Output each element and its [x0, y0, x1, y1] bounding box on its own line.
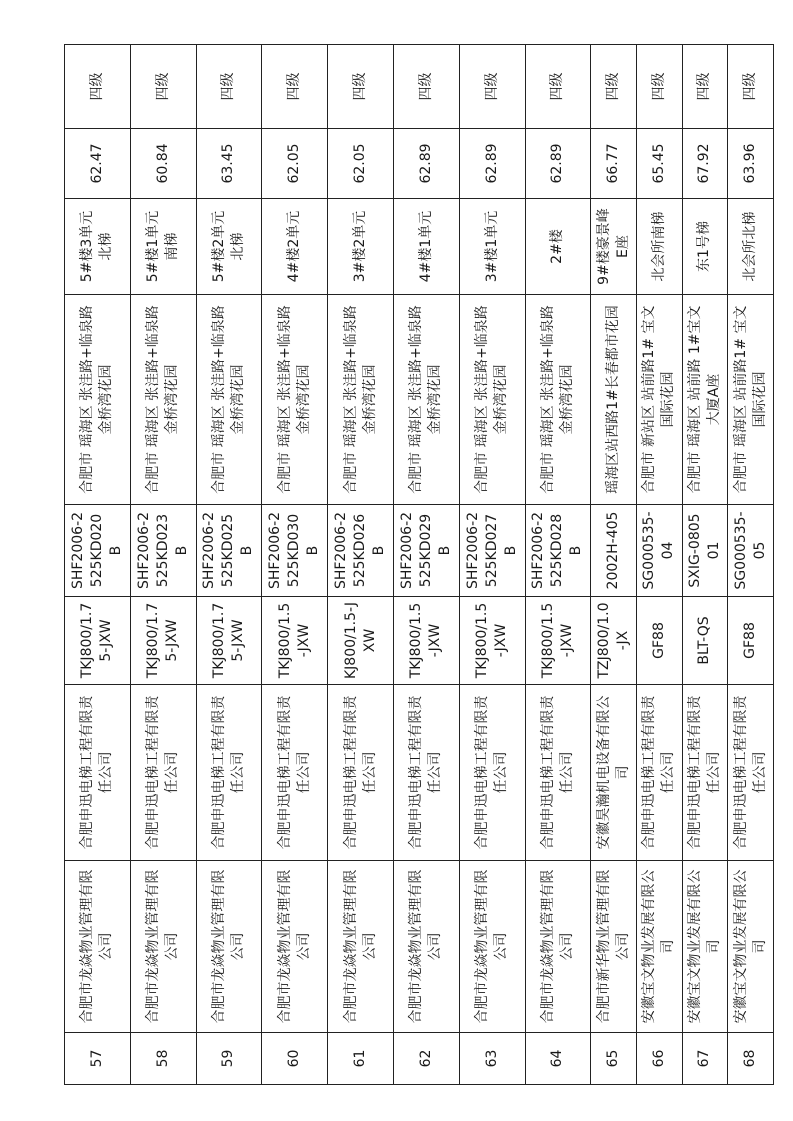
owner-company-cell: 安徽宝文物业发展有限公司: [728, 861, 774, 1033]
owner-company-cell: 合肥市龙焱物业管理有限公司: [393, 861, 459, 1033]
assessment-score-cell: 63.45: [196, 129, 262, 199]
row-number-cell: 67: [682, 1033, 728, 1085]
owner-company-cell: 合肥市龙焱物业管理有限公司: [65, 861, 131, 1033]
owner-company-cell: 合肥市龙焱物业管理有限公司: [328, 861, 394, 1033]
installation-location-cell: 合肥市 瑶海区 张洼路+临泉路 金桥湾花园: [130, 295, 196, 505]
assessment-grade-cell: 四级: [393, 45, 459, 129]
assessment-score-cell: 60.84: [130, 129, 196, 199]
assessment-score-cell: 65.45: [637, 129, 683, 199]
elevator-unit-cell: 5#楼2单元北梯: [196, 199, 262, 295]
equipment-code-cell: SHF2006-2525KD020B: [65, 505, 131, 597]
assessment-grade-cell: 四级: [459, 45, 525, 129]
maintenance-company-cell: 合肥申迅电梯工程有限责任公司: [262, 685, 328, 861]
assessment-grade-cell: 四级: [591, 45, 637, 129]
elevator-unit-cell: 北会所南梯: [637, 199, 683, 295]
owner-company-cell: 合肥市龙焱物业管理有限公司: [130, 861, 196, 1033]
elevator-inspection-table: [64, 44, 774, 1085]
assessment-score-cell: 62.89: [393, 129, 459, 199]
installation-location-cell: 瑶海区站西路1#长春都市花园: [591, 295, 637, 505]
maintenance-company-cell: 合肥申迅电梯工程有限责任公司: [393, 685, 459, 861]
maintenance-company-cell: 合肥申迅电梯工程有限责任公司: [459, 685, 525, 861]
elevator-model-cell: TKJ800/1.75-JXW: [65, 597, 131, 685]
installation-location-cell: 合肥市 瑶海区 张洼路+临泉路 金桥湾花园: [459, 295, 525, 505]
maintenance-company-cell: 合肥申迅电梯工程有限责任公司: [682, 685, 728, 861]
elevator-model-cell: TKJ800/1.75-JXW: [196, 597, 262, 685]
maintenance-company-cell: 合肥申迅电梯工程有限责任公司: [65, 685, 131, 861]
elevator-model-cell: TKJ800/1.5-JXW: [459, 597, 525, 685]
maintenance-company-cell: 合肥申迅电梯工程有限责任公司: [328, 685, 394, 861]
equipment-code-cell: SG000535-05: [728, 505, 774, 597]
maintenance-company-cell: 合肥申迅电梯工程有限责任公司: [130, 685, 196, 861]
row-number-cell: 61: [328, 1033, 394, 1085]
assessment-grade-cell: 四级: [196, 45, 262, 129]
maintenance-company-cell: 合肥申迅电梯工程有限责任公司: [728, 685, 774, 861]
installation-location-cell: 合肥市 瑶海区 张洼路+临泉路 金桥湾花园: [262, 295, 328, 505]
equipment-code-cell: SHF2006-2525KD026B: [328, 505, 394, 597]
table-row: [328, 45, 394, 1085]
row-number-cell: 66: [637, 1033, 683, 1085]
elevator-unit-cell: 4#楼2单元: [262, 199, 328, 295]
assessment-score-cell: 67.92: [682, 129, 728, 199]
assessment-score-cell: 63.96: [728, 129, 774, 199]
table-row: [196, 45, 262, 1085]
elevator-model-cell: TZJ800/1.0-JX: [591, 597, 637, 685]
table-row: [728, 45, 774, 1085]
maintenance-company-cell: 合肥申迅电梯工程有限责任公司: [525, 685, 591, 861]
elevator-model-cell: BLT-QS: [682, 597, 728, 685]
elevator-unit-cell: 3#楼1单元: [459, 199, 525, 295]
equipment-code-cell: SHF2006-2525KD029B: [393, 505, 459, 597]
equipment-code-cell: SHF2006-2525KD027B: [459, 505, 525, 597]
elevator-model-cell: TKJ800/1.5-JXW: [525, 597, 591, 685]
installation-location-cell: 合肥市 新站区 站前路1# 宝文国际花园: [637, 295, 683, 505]
elevator-unit-cell: 北会所北梯: [728, 199, 774, 295]
installation-location-cell: 合肥市 瑶海区 站前路1# 宝文国际花园: [728, 295, 774, 505]
assessment-grade-cell: 四级: [525, 45, 591, 129]
row-number-cell: 60: [262, 1033, 328, 1085]
elevator-model-cell: TKJ800/1.75-JXW: [130, 597, 196, 685]
equipment-code-cell: SHF2006-2525KD028B: [525, 505, 591, 597]
table-row: [459, 45, 525, 1085]
elevator-model-cell: KJ800/1.5-JXW: [328, 597, 394, 685]
assessment-grade-cell: 四级: [65, 45, 131, 129]
table-body: [65, 45, 774, 1085]
elevator-unit-cell: 5#楼1单元南梯: [130, 199, 196, 295]
table-row: [525, 45, 591, 1085]
assessment-score-cell: 62.47: [65, 129, 131, 199]
assessment-grade-cell: 四级: [130, 45, 196, 129]
assessment-score-cell: 66.77: [591, 129, 637, 199]
elevator-unit-cell: 2#楼: [525, 199, 591, 295]
row-number-cell: 65: [591, 1033, 637, 1085]
installation-location-cell: 合肥市 瑶海区 张洼路+临泉路 金桥湾花园: [328, 295, 394, 505]
assessment-score-cell: 62.89: [459, 129, 525, 199]
assessment-score-cell: 62.05: [262, 129, 328, 199]
row-number-cell: 63: [459, 1033, 525, 1085]
owner-company-cell: 安徽宝文物业发展有限公司: [682, 861, 728, 1033]
equipment-code-cell: SHF2006-2525KD023B: [130, 505, 196, 597]
assessment-grade-cell: 四级: [262, 45, 328, 129]
maintenance-company-cell: 安徽昊瀚机电设备有限公司: [591, 685, 637, 861]
elevator-unit-cell: 3#楼2单元: [328, 199, 394, 295]
owner-company-cell: 安徽宝文物业发展有限公司: [637, 861, 683, 1033]
table-row: [262, 45, 328, 1085]
table-row: [637, 45, 683, 1085]
maintenance-company-cell: 合肥申迅电梯工程有限责任公司: [196, 685, 262, 861]
assessment-grade-cell: 四级: [728, 45, 774, 129]
maintenance-company-cell: 合肥申迅电梯工程有限责任公司: [637, 685, 683, 861]
elevator-unit-cell: 5#楼3单元北梯: [65, 199, 131, 295]
elevator-unit-cell: 9#楼豪景峰E座: [591, 199, 637, 295]
table-row: [682, 45, 728, 1085]
installation-location-cell: 合肥市 瑶海区 张洼路+临泉路 金桥湾花园: [393, 295, 459, 505]
table-row: [591, 45, 637, 1085]
installation-location-cell: 合肥市 瑶海区 张洼路+临泉路 金桥湾花园: [65, 295, 131, 505]
elevator-unit-cell: 东1号梯: [682, 199, 728, 295]
elevator-model-cell: GF88: [637, 597, 683, 685]
elevator-model-cell: TKJ800/1.5-JXW: [262, 597, 328, 685]
owner-company-cell: 合肥市龙焱物业管理有限公司: [459, 861, 525, 1033]
table-row: [393, 45, 459, 1085]
installation-location-cell: 合肥市 瑶海区 张洼路+临泉路 金桥湾花园: [525, 295, 591, 505]
elevator-model-cell: TKJ800/1.5-JXW: [393, 597, 459, 685]
assessment-grade-cell: 四级: [328, 45, 394, 129]
equipment-code-cell: 2002H-405: [591, 505, 637, 597]
owner-company-cell: 合肥市龙焱物业管理有限公司: [262, 861, 328, 1033]
assessment-grade-cell: 四级: [637, 45, 683, 129]
owner-company-cell: 合肥市新华物业管理有限公司: [591, 861, 637, 1033]
elevator-unit-cell: 4#楼1单元: [393, 199, 459, 295]
equipment-code-cell: SXIG-080501: [682, 505, 728, 597]
owner-company-cell: 合肥市龙焱物业管理有限公司: [525, 861, 591, 1033]
row-number-cell: 59: [196, 1033, 262, 1085]
equipment-code-cell: SHF2006-2525KD025B: [196, 505, 262, 597]
table-row: [65, 45, 131, 1085]
assessment-score-cell: 62.05: [328, 129, 394, 199]
owner-company-cell: 合肥市龙焱物业管理有限公司: [196, 861, 262, 1033]
assessment-score-cell: 62.89: [525, 129, 591, 199]
row-number-cell: 68: [728, 1033, 774, 1085]
elevator-model-cell: GF88: [728, 597, 774, 685]
installation-location-cell: 合肥市 瑶海区 张洼路+临泉路 金桥湾花园: [196, 295, 262, 505]
row-number-cell: 57: [65, 1033, 131, 1085]
table-row: [130, 45, 196, 1085]
assessment-grade-cell: 四级: [682, 45, 728, 129]
installation-location-cell: 合肥市 瑶海区 站前路 1#宝文大厦A座: [682, 295, 728, 505]
row-number-cell: 64: [525, 1033, 591, 1085]
row-number-cell: 62: [393, 1033, 459, 1085]
equipment-code-cell: SG000535-04: [637, 505, 683, 597]
row-number-cell: 58: [130, 1033, 196, 1085]
equipment-code-cell: SHF2006-2525KD030B: [262, 505, 328, 597]
rotated-table-container: [64, 45, 774, 1085]
